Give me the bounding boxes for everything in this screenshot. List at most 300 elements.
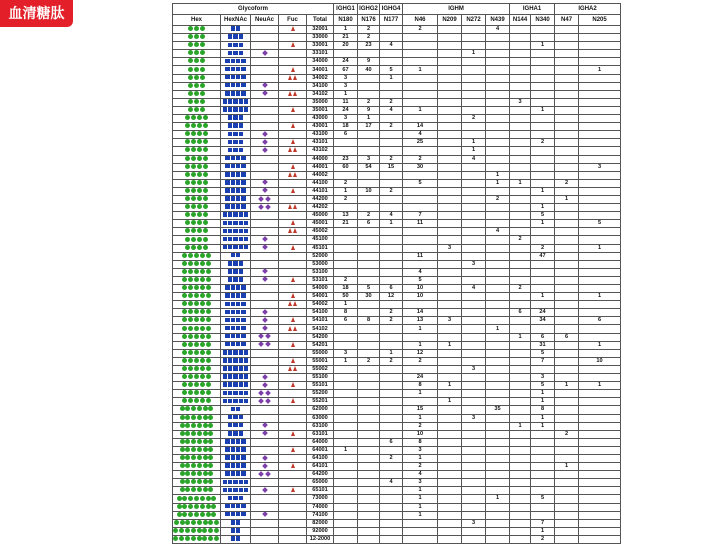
- column-header: N340: [531, 15, 555, 26]
- value-cell: [380, 244, 403, 252]
- hexnac-icon: [231, 528, 236, 533]
- hex-icon: [206, 334, 211, 339]
- value-cell: [579, 325, 621, 333]
- value-cell: [510, 527, 531, 535]
- value-cell: [555, 357, 579, 365]
- hexnac-cell: [221, 325, 251, 333]
- value-cell: [555, 34, 579, 42]
- hexnac-icon: [244, 374, 249, 379]
- table-row: [173, 42, 621, 50]
- hexnac-cell: [221, 309, 251, 317]
- value-cell: [486, 98, 510, 106]
- value-cell: [510, 511, 531, 519]
- hex-cell: [173, 123, 221, 131]
- value-cell: [555, 147, 579, 155]
- value-cell: [334, 495, 358, 503]
- hexnac-icon: [233, 115, 238, 120]
- total-cell: 44200: [307, 195, 334, 203]
- fuc-cell: [279, 90, 307, 98]
- table-row: [173, 212, 621, 220]
- value-cell: [579, 454, 621, 462]
- value-cell: [510, 171, 531, 179]
- fuc-cell: [279, 487, 307, 495]
- value-cell: [403, 50, 438, 58]
- hex-icon: [202, 528, 207, 533]
- value-cell: [486, 106, 510, 114]
- hex-cell: [173, 349, 221, 357]
- value-cell: [486, 511, 510, 519]
- total-cell: 32001: [307, 26, 334, 34]
- hex-icon: [179, 528, 184, 533]
- hexnac-icon: [236, 180, 241, 185]
- value-cell: 7: [403, 212, 438, 220]
- value-cell: [358, 390, 380, 398]
- value-cell: 3: [334, 74, 358, 82]
- hexnac-icon: [236, 59, 241, 64]
- hex-icon: [182, 398, 187, 403]
- neuac-cell: [251, 90, 279, 98]
- hex-icon: [206, 326, 211, 331]
- total-cell: 44001: [307, 163, 334, 171]
- table-row: [173, 390, 621, 398]
- hexnac-icon: [236, 310, 241, 315]
- value-cell: 8: [403, 438, 438, 446]
- hex-icon: [200, 285, 205, 290]
- hexnac-icon: [225, 172, 230, 177]
- hexnac-icon: [241, 455, 246, 460]
- neuac-icon: [265, 204, 271, 210]
- hexnac-icon: [233, 399, 238, 404]
- value-cell: [334, 204, 358, 212]
- column-header: N176: [358, 15, 380, 26]
- total-cell: 33101: [307, 50, 334, 58]
- hexnac-icon: [228, 277, 233, 282]
- value-cell: [510, 106, 531, 114]
- value-cell: 1: [510, 333, 531, 341]
- value-cell: [531, 90, 555, 98]
- hex-icon: [191, 431, 196, 436]
- value-cell: 1: [403, 106, 438, 114]
- neuac-cell: [251, 285, 279, 293]
- value-cell: [579, 503, 621, 511]
- hex-cell: [173, 228, 221, 236]
- hexnac-icon: [225, 75, 230, 80]
- fuc-cell: [279, 511, 307, 519]
- value-cell: [531, 131, 555, 139]
- value-cell: [403, 195, 438, 203]
- value-cell: 8: [358, 317, 380, 325]
- value-cell: [531, 66, 555, 74]
- value-cell: 3: [438, 317, 462, 325]
- hex-icon: [191, 172, 196, 177]
- value-cell: [438, 139, 462, 147]
- value-cell: 3: [334, 349, 358, 357]
- value-cell: [438, 438, 462, 446]
- hex-icon: [197, 204, 202, 209]
- value-cell: [462, 26, 486, 34]
- hex-icon: [197, 471, 202, 476]
- value-cell: [510, 398, 531, 406]
- value-cell: 7: [531, 357, 555, 365]
- value-cell: 6: [510, 309, 531, 317]
- value-cell: [462, 333, 486, 341]
- fuc-cell: [279, 398, 307, 406]
- hex-icon: [200, 293, 205, 298]
- value-cell: 20: [334, 42, 358, 50]
- neuac-cell: [251, 260, 279, 268]
- fuc-cell: [279, 195, 307, 203]
- total-cell: 54001: [307, 293, 334, 301]
- table-row: [173, 220, 621, 228]
- hex-icon: [208, 528, 213, 533]
- hex-cell: [173, 276, 221, 284]
- value-cell: [438, 74, 462, 82]
- value-cell: 2: [358, 26, 380, 34]
- value-cell: [555, 98, 579, 106]
- hex-icon: [173, 536, 178, 541]
- neuac-cell: [251, 131, 279, 139]
- hex-icon: [191, 123, 196, 128]
- value-cell: [438, 212, 462, 220]
- hex-icon: [188, 67, 193, 72]
- hexnac-icon: [236, 439, 241, 444]
- value-cell: 1: [403, 325, 438, 333]
- value-cell: 2: [380, 98, 403, 106]
- hex-cell: [173, 341, 221, 349]
- value-cell: [462, 195, 486, 203]
- value-cell: [334, 438, 358, 446]
- hexnac-icon: [233, 140, 238, 145]
- value-cell: 2: [403, 422, 438, 430]
- hexnac-icon: [244, 480, 249, 485]
- table-row: [173, 527, 621, 535]
- total-cell: 44100: [307, 179, 334, 187]
- neuac-icon: [262, 147, 268, 153]
- value-cell: [334, 414, 358, 422]
- value-cell: [334, 252, 358, 260]
- group-igha1: IGHA1: [510, 4, 555, 15]
- hex-icon: [208, 447, 213, 452]
- total-cell: 74100: [307, 511, 334, 519]
- value-cell: [438, 527, 462, 535]
- neuac-icon: [262, 382, 268, 388]
- hex-icon: [200, 91, 205, 96]
- hexnac-icon: [239, 34, 244, 39]
- value-cell: [334, 365, 358, 373]
- hexnac-icon: [223, 229, 228, 234]
- hexnac-icon: [228, 212, 233, 217]
- column-header: N439: [486, 15, 510, 26]
- value-cell: [555, 519, 579, 527]
- neuac-cell: [251, 115, 279, 123]
- neuac-icon: [265, 398, 271, 404]
- value-cell: [380, 382, 403, 390]
- hexnac-icon: [244, 391, 249, 396]
- fuc-cell: [279, 82, 307, 90]
- fuc-cell: [279, 406, 307, 414]
- hex-icon: [200, 50, 205, 55]
- value-cell: [510, 212, 531, 220]
- hex-icon: [197, 180, 202, 185]
- fuc-cell: [279, 422, 307, 430]
- hexnac-icon: [244, 399, 249, 404]
- hexnac-cell: [221, 349, 251, 357]
- hexnac-icon: [239, 261, 244, 266]
- hexnac-icon: [239, 229, 244, 234]
- hex-icon: [200, 512, 205, 517]
- table-row: [173, 374, 621, 382]
- hexnac-cell: [221, 131, 251, 139]
- value-cell: [380, 390, 403, 398]
- value-cell: 5: [403, 179, 438, 187]
- value-cell: [531, 163, 555, 171]
- value-cell: [380, 471, 403, 479]
- value-cell: [358, 374, 380, 382]
- hex-icon: [191, 139, 196, 144]
- hexnac-icon: [236, 447, 241, 452]
- hex-cell: [173, 454, 221, 462]
- hexnac-icon: [225, 342, 230, 347]
- hex-icon: [197, 245, 202, 250]
- hex-icon: [177, 504, 182, 509]
- value-cell: 1: [579, 293, 621, 301]
- hexnac-icon: [231, 407, 236, 412]
- value-cell: [438, 285, 462, 293]
- hexnac-icon: [233, 107, 238, 112]
- fuc-cell: [279, 535, 307, 543]
- value-cell: [358, 50, 380, 58]
- hexnac-icon: [233, 358, 238, 363]
- hex-cell: [173, 34, 221, 42]
- value-cell: [510, 204, 531, 212]
- hexnac-icon: [225, 285, 230, 290]
- value-cell: [438, 204, 462, 212]
- hex-icon: [203, 463, 208, 468]
- neuac-cell: [251, 155, 279, 163]
- value-cell: 1: [403, 503, 438, 511]
- value-cell: 21: [334, 220, 358, 228]
- hexnac-icon: [244, 358, 249, 363]
- value-cell: [438, 535, 462, 543]
- total-cell: 53100: [307, 268, 334, 276]
- value-cell: [438, 430, 462, 438]
- total-cell: 45101: [307, 244, 334, 252]
- neuac-cell: [251, 341, 279, 349]
- hexnac-icon: [223, 350, 228, 355]
- value-cell: [555, 82, 579, 90]
- neuac-cell: [251, 519, 279, 527]
- hexnac-icon: [223, 366, 228, 371]
- hex-icon: [197, 123, 202, 128]
- hexnac-icon: [241, 334, 246, 339]
- hex-icon: [191, 245, 196, 250]
- value-cell: 5: [358, 285, 380, 293]
- value-cell: 5: [531, 382, 555, 390]
- value-cell: 2: [403, 155, 438, 163]
- value-cell: [462, 454, 486, 462]
- hex-icon: [191, 536, 196, 541]
- value-cell: 7: [531, 519, 555, 527]
- fuc-icon: [291, 26, 295, 31]
- hexnac-icon: [231, 253, 236, 258]
- neuac-cell: [251, 74, 279, 82]
- hexnac-cell: [221, 236, 251, 244]
- hex-icon: [194, 342, 199, 347]
- hexnac-icon: [239, 366, 244, 371]
- value-cell: [579, 438, 621, 446]
- value-cell: [403, 98, 438, 106]
- hexnac-icon: [233, 245, 238, 250]
- value-cell: 1: [403, 495, 438, 503]
- table-row: [173, 82, 621, 90]
- hexnac-icon: [239, 382, 244, 387]
- table-row: [173, 503, 621, 511]
- neuac-icon: [262, 50, 268, 56]
- value-cell: [510, 139, 531, 147]
- value-cell: [486, 301, 510, 309]
- value-cell: [579, 131, 621, 139]
- neuac-cell: [251, 34, 279, 42]
- hex-cell: [173, 50, 221, 58]
- value-cell: [403, 236, 438, 244]
- value-cell: [531, 487, 555, 495]
- value-cell: 4: [486, 26, 510, 34]
- value-cell: [486, 285, 510, 293]
- hexnac-icon: [241, 188, 246, 193]
- hex-cell: [173, 357, 221, 365]
- hex-icon: [214, 536, 219, 541]
- hexnac-icon: [244, 212, 249, 217]
- value-cell: [486, 463, 510, 471]
- value-cell: [531, 82, 555, 90]
- value-cell: [358, 471, 380, 479]
- hexnac-cell: [221, 527, 251, 535]
- hex-icon: [200, 261, 205, 266]
- fuc-cell: [279, 220, 307, 228]
- hex-icon: [197, 447, 202, 452]
- hexnac-icon: [236, 471, 241, 476]
- value-cell: [579, 309, 621, 317]
- hexnac-icon: [223, 237, 228, 242]
- total-cell: 55101: [307, 382, 334, 390]
- hex-icon: [208, 520, 213, 525]
- value-cell: [555, 228, 579, 236]
- hex-icon: [188, 382, 193, 387]
- hexnac-icon: [228, 229, 233, 234]
- value-cell: 1: [403, 66, 438, 74]
- value-cell: [380, 301, 403, 309]
- hex-icon: [180, 487, 185, 492]
- hex-cell: [173, 487, 221, 495]
- hexnac-icon: [241, 439, 246, 444]
- hex-icon: [197, 528, 202, 533]
- value-cell: [486, 293, 510, 301]
- value-cell: [510, 187, 531, 195]
- fuc-icon: [288, 366, 292, 371]
- value-cell: [555, 90, 579, 98]
- value-cell: [358, 276, 380, 284]
- table-row: [173, 50, 621, 58]
- fuc-cell: [279, 236, 307, 244]
- value-cell: [438, 454, 462, 462]
- hex-icon: [188, 390, 193, 395]
- table-row: [173, 535, 621, 543]
- value-cell: [438, 471, 462, 479]
- hex-icon: [194, 107, 199, 112]
- neuac-cell: [251, 179, 279, 187]
- value-cell: [510, 463, 531, 471]
- value-cell: [462, 220, 486, 228]
- total-cell: 74000: [307, 503, 334, 511]
- hex-icon: [206, 261, 211, 266]
- value-cell: [555, 446, 579, 454]
- neuac-cell: [251, 244, 279, 252]
- hex-icon: [182, 512, 187, 517]
- value-cell: [334, 422, 358, 430]
- hexnac-icon: [228, 423, 233, 428]
- value-cell: [462, 42, 486, 50]
- value-cell: [403, 333, 438, 341]
- neuac-cell: [251, 374, 279, 382]
- value-cell: [380, 236, 403, 244]
- value-cell: [380, 204, 403, 212]
- hex-icon: [180, 439, 185, 444]
- hex-icon: [200, 350, 205, 355]
- value-cell: 2: [510, 285, 531, 293]
- fuc-cell: [279, 414, 307, 422]
- value-cell: [462, 382, 486, 390]
- fuc-cell: [279, 333, 307, 341]
- value-cell: [380, 26, 403, 34]
- total-cell: 45002: [307, 228, 334, 236]
- neuac-cell: [251, 382, 279, 390]
- fuc-cell: [279, 374, 307, 382]
- value-cell: 3: [403, 446, 438, 454]
- hex-cell: [173, 374, 221, 382]
- hexnac-icon: [236, 293, 241, 298]
- value-cell: 67: [334, 66, 358, 74]
- value-cell: [403, 519, 438, 527]
- value-cell: [358, 236, 380, 244]
- table-row: [173, 325, 621, 333]
- hex-icon: [203, 447, 208, 452]
- hexnac-icon: [225, 471, 230, 476]
- hex-icon: [200, 99, 205, 104]
- hex-icon: [185, 139, 190, 144]
- value-cell: [510, 293, 531, 301]
- hexnac-icon: [223, 488, 228, 493]
- hexnac-cell: [221, 66, 251, 74]
- hex-icon: [185, 245, 190, 250]
- value-cell: 2: [403, 26, 438, 34]
- value-cell: 6: [380, 438, 403, 446]
- value-cell: [555, 220, 579, 228]
- value-cell: 1: [438, 382, 462, 390]
- value-cell: 5: [380, 66, 403, 74]
- hex-icon: [197, 220, 202, 225]
- value-cell: [579, 123, 621, 131]
- hexnac-icon: [239, 148, 244, 153]
- hex-icon: [214, 528, 219, 533]
- value-cell: [358, 487, 380, 495]
- table-row: [173, 179, 621, 187]
- fuc-cell: [279, 58, 307, 66]
- value-cell: [486, 268, 510, 276]
- hexnac-icon: [228, 261, 233, 266]
- fuc-cell: [279, 147, 307, 155]
- hex-icon: [211, 496, 216, 501]
- hex-icon: [180, 447, 185, 452]
